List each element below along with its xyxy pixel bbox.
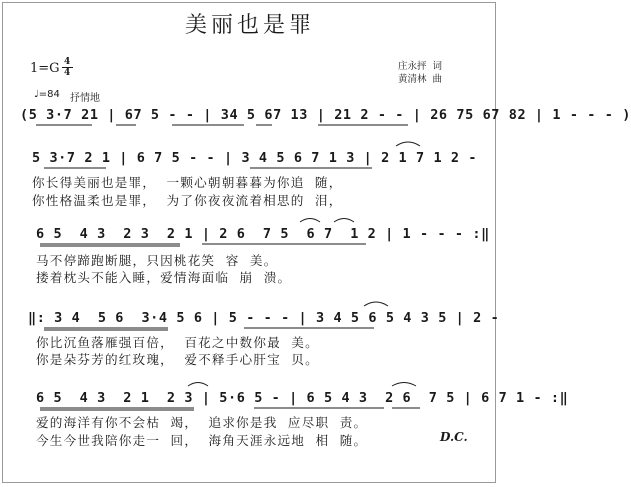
lyric-line-2-verse-2: 你性格温柔也是罪， 为了你夜夜流着相思的 泪， [32, 193, 343, 208]
lyric-line-4-verse-1: 你比沉鱼落雁强百倍， 百花之中数你最 美。 [36, 335, 319, 350]
time-signature-bottom: 4 [64, 68, 71, 78]
notation-line-4: ‖: 3 4 5 6 3·4 5 6 | 5 - - - | 3 4 5 6 5 4 3 5 | 2 - [28, 310, 500, 326]
song-title: 美丽也是罪 [184, 13, 315, 38]
lyric-line-5-verse-2: 今生今世我陪你走一 回， 海角天涯永远地 相 随。 [36, 433, 368, 448]
lyric-line-2-verse-1: 你长得美丽也是罪， 一颗心朝朝暮暮为你追 随， [32, 175, 343, 190]
lyric-line-4-verse-2: 你是朵芬芳的红玫瑰， 爱不释手心肝宝 贝。 [36, 352, 319, 367]
time-signature-top: 4 [64, 57, 71, 67]
da-capo-mark: D.C. [440, 430, 468, 444]
notation-line-2: 5 3·7 2 1 | 6 7 5 - - | 3 4 5 6 7 1 3 | 2 1 7 1 2 - [32, 150, 478, 166]
notation-line-intro: (5 3·7 21 | 67 5 - - | 34 5 67 13 | 21 2 - - | 26 75 67 82 | 1 - - - ) [20, 107, 631, 123]
lyric-line-3-verse-1: 马不停蹄跑断腿，只因桃花笑 容 美。 [36, 253, 278, 268]
composer-credit: 黄清林 曲 [398, 74, 443, 85]
key-signature: 1=G [30, 61, 60, 76]
duration-underlines [36, 125, 420, 410]
lyric-line-5-verse-1: 爱的海洋有你不会枯 竭， 追求你是我 应尽职 责。 [36, 415, 368, 430]
lyric-line-3-verse-2: 搂着枕头不能入睡，爱情海面临 崩 溃。 [36, 270, 292, 285]
expression-mark: 抒情地 [70, 93, 100, 104]
tie-slurs [188, 142, 420, 386]
lyricist-credit: 庄永抨 词 [398, 61, 443, 72]
notation-line-5: 6 5 4 3 2 1 2 3 | 5·6 5 - | 6 5 4 3 2 6 7 5 | 6 7 1 - :‖ [36, 390, 569, 406]
notation-line-3: 6 5 4 3 2 3 2 1 | 2 6 7 5 6 7 1 2 | 1 - - - :‖ [36, 226, 490, 242]
tempo-mark: ♩=84 [34, 89, 60, 100]
